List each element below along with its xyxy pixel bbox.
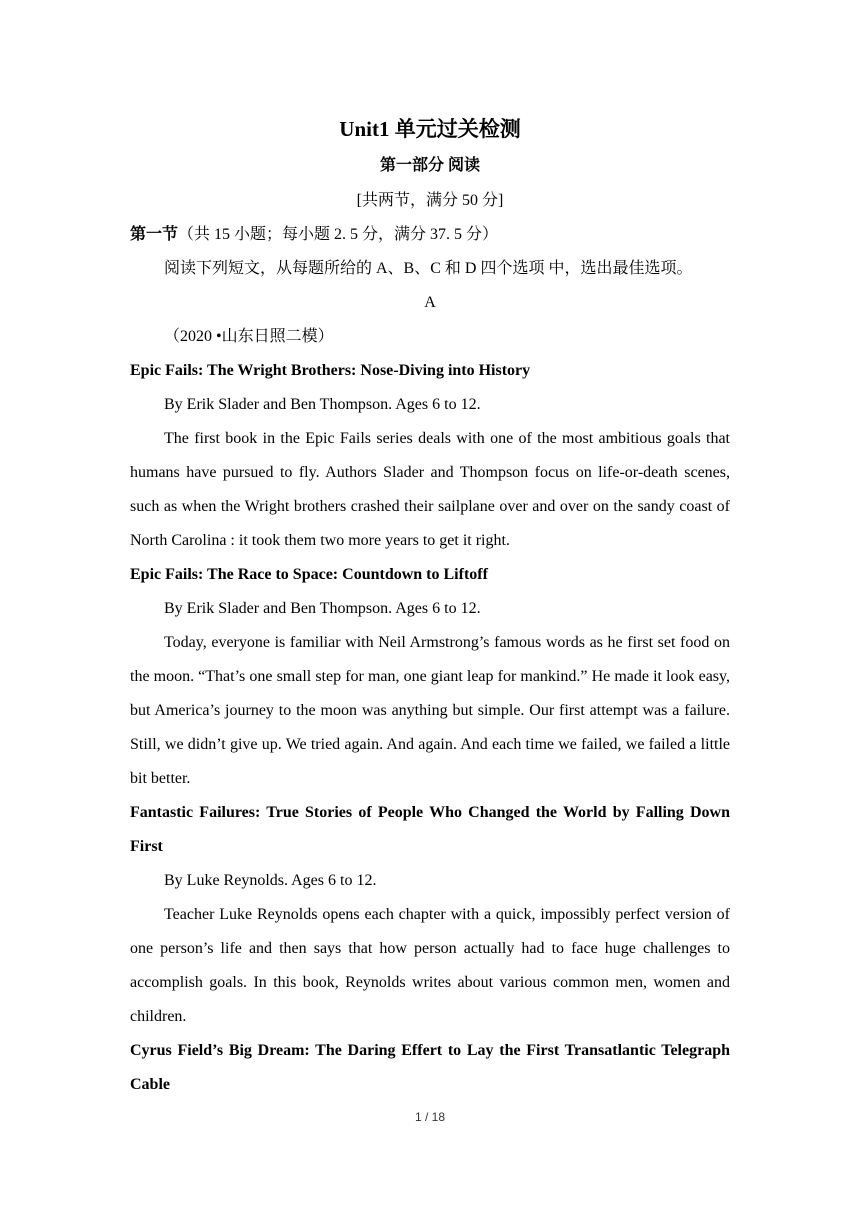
section-heading	[130, 218, 730, 252]
book-title: Fantastic Failures: True Stories of People Who Changed the World by Falling Down First	[130, 804, 730, 855]
section-detail: （共 15 小题；每小题 2. 5 分，满分 37. 5 分）	[178, 226, 499, 243]
section-label: 第一节	[130, 226, 179, 243]
part-heading: 第一部分 阅读	[379, 157, 480, 174]
book-description: Today, everyone is familiar with Neil Armstrong’s famous words as he first set food on the moon. “That’s one small step for man, one giant leap for mankind.” He made it look easy, but America’s journey to the moon was anything but simple. Our first attempt was a failure. Still, we didn’t give up. We tried again. And again. And each time we failed, we failed a little bit better.	[130, 634, 730, 787]
document-body	[130, 110, 730, 1102]
book-title: Epic Fails: The Race to Space: Countdown to Liftoff	[130, 566, 488, 583]
document-title: Unit1 单元过关检测	[339, 117, 521, 141]
book-byline: By Erik Slader and Ben Thompson. Ages 6 to 12.	[164, 396, 481, 413]
book-byline: By Luke Reynolds. Ages 6 to 12.	[164, 872, 377, 889]
instructions: 阅读下列短文，从每题所给的 A、B、C 和 D 四个选项 中，选出最佳选项。	[164, 260, 693, 277]
page-number: 1 / 18	[414, 1110, 446, 1124]
book-byline: By Erik Slader and Ben Thompson. Ages 6 to 12.	[164, 600, 481, 617]
part-note: [共两节，满分 50 分]	[356, 192, 504, 209]
passage-source: （2020 •山东日照二模）	[164, 328, 334, 345]
book-description: Teacher Luke Reynolds opens each chapter with a quick, impossibly perfect version of one person’s life and then says that how person actually had to face huge challenges to accomplish goals. In this book, Reynolds writes about various common men, women and children.	[130, 906, 730, 1025]
book-title: Cyrus Field’s Big Dream: The Daring Effert to Lay the First Transatlantic Telegraph Cable	[130, 1042, 730, 1093]
book-description: The first book in the Epic Fails series deals with one of the most ambitious goals that humans have pursued to fly. Authors Slader and Thompson focus on life-or-death scenes, such as when the Wright brothers crashed their sailplane over and over on the sandy coast of North Carolina : it took them two more years to get it right.	[130, 430, 730, 549]
book-title: Epic Fails: The Wright Brothers: Nose-Diving into History	[130, 362, 531, 379]
passage-letter: A	[424, 294, 436, 311]
